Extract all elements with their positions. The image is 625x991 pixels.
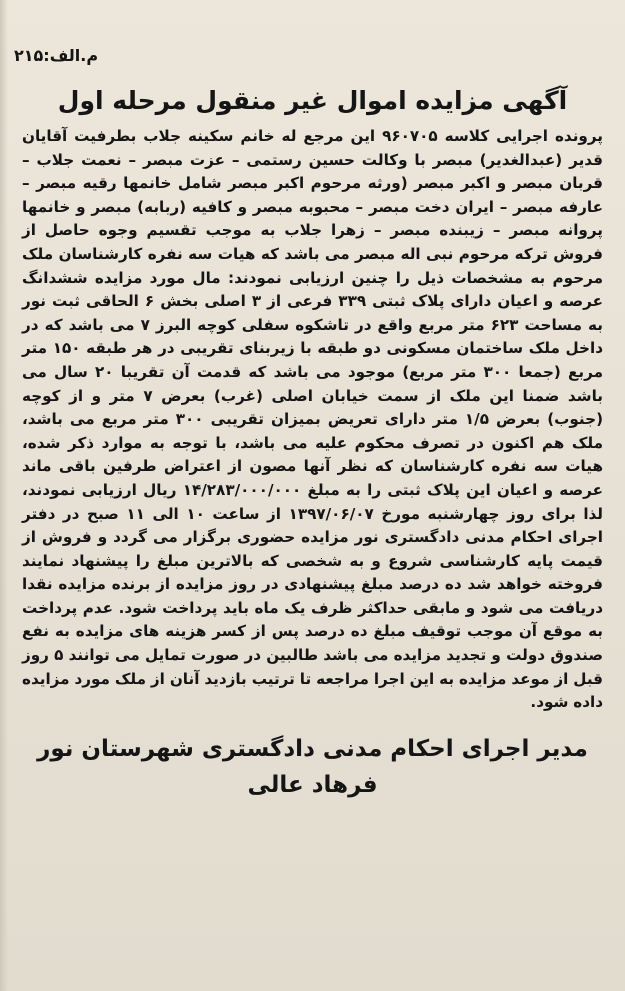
- signature-block: [22, 731, 603, 803]
- signatory-name: فرهاد عالی: [247, 771, 378, 798]
- reference-number: م.الف:۲۱۵: [14, 46, 99, 65]
- notice-body: پرونده اجرایی کلاسه ۹۶۰۷۰۵ این مرجع له خانم سکینه جلاب بطرفیت آقایان قدیر (عبدالغدیر) مبصر با وکالت حسین رستمی – عزت مبصر – نعمت جلاب – قربان مبصر و اکبر مبصر (ورثه مرحوم اکبر مبصر شامل خانمها رقیه مبصر – عارفه مبصر – ایران دخت مبصر – محبوبه مبصر و کافیه (ربابه) مبصر و خانمها پروانه مبصر – زیبنده مبصر – زهرا جلاب به موجب تقسیم وجوه حاصل از فروش ترکه مرحوم نبی اله مبصر می باشد که هیات سه نفره کارشناسان ملک مرحوم به مشخصات ذیل را چنین ارزیابی نمودند: مال مورد مزایده ششدانگ عرصه و اعیان دارای پلاک ثبتی ۳۳۹ فرعی از ۳ اصلی بخش ۶ الحاقی ثبت نور به مساحت ۶۲۳ متر مربع واقع در تاشکوه سفلی کوچه البرز ۷ می باشد که در داخل ملک ساختمان مسکونی دو طبقه با زیربنای تقریبی در هر طبقه ۱۵۰ متر مربع (جمعا ۳۰۰ متر مربع) موجود می باشد که قدمت آن تقریبا ۲۰ سال می باشد ضمنا این ملک از سمت خیابان اصلی (غرب) بعرض ۷ متر و از کوچه (جنوب) بعرض ۱/۵ متر دارای تعریض بمیزان تقریبی ۳۰۰ متر مربع می باشد، ملک هم اکنون در تصرف محکوم علیه می باشد، با توجه به موارد ذکر شده، هیات سه نفره کارشناسان که نظر آنها مصون از اعتراض طرفین باقی ماند عرصه و اعیان این پلاک ثبتی را به مبلغ ۱۴/۲۸۳/۰۰۰/۰۰۰ ریال ارزیابی نمودند، لذا برای روز چهارشنبه مورخ ۱۳۹۷/۰۶/۰۷ از ساعت ۱۰ الی ۱۱ صبح در دفتر اجرای احکام مدنی دادگستری نور مزایده حضوری برگزار می گردد و فروش از قیمت پایه کارشناسی شروع و به شخصی که بالاترین مبلغ را پیشنهاد نمایند فروخته خواهد شد ده درصد مبلغ پیشنهادی در روز مزایده از برنده مزایده نقدا دریافت می شود و مابقی حداکثر ظرف یک ماه باید پرداخت شود. عدم پرداخت به موقع آن موجب توقیف مبلغ ده درصد پس از کسر هزینه های مزایده به نفع صندوق دولت و تجدید مزایده می باشد طالبین در صورت تمایل می توانند ۵ روز قبل از موعد مزایده به این اجرا مراجعه تا ترتیب بازدید آنان از ملک مورد مزایده داده شود.: [22, 127, 604, 712]
- notice-title: آگهی مزایده اموال غیر منقول مرحله اول: [57, 86, 568, 115]
- signatory-position: مدیر اجرای احکام مدنی دادگستری شهرستان نور: [37, 735, 588, 762]
